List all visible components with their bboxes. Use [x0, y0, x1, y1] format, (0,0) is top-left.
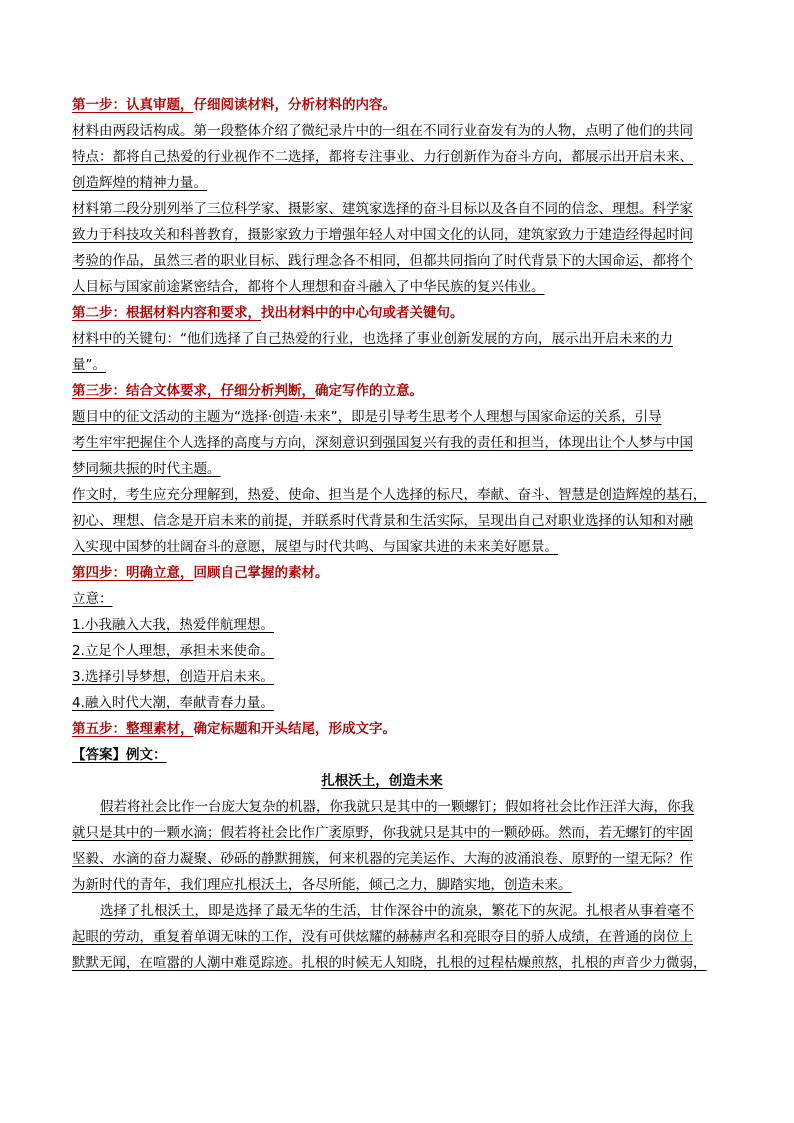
- step-4-heading: [72, 560, 732, 586]
- text-line: 材料中的关键句：“他们选择了自己热爱的行业，也选择了事业创新发展的方向，展示出开启未来的力: [72, 331, 673, 347]
- text-line: 起眼的劳动，重复着单调无味的工作，没有可供炫耀的赫赫声名和亮眼夺目的骄人成绩，在普通的岗位上: [72, 929, 693, 945]
- material-analysis-paragraph-1: [72, 118, 732, 196]
- step-4-tail: 回顾自己掌握的素材。: [193, 565, 329, 581]
- essay-paragraph-1: [72, 794, 732, 898]
- material-analysis-paragraph-2: [72, 196, 732, 300]
- text-line: 梦同频共振的时代主题。: [72, 461, 221, 477]
- list-item: 3.选择引导梦想，创造开启未来。: [72, 669, 274, 685]
- text-line: 就只是其中的一颗水滴；假若将社会比作广袤原野，你我就只是其中的一颗砂砾。然而，若无螺钉的牢固: [72, 825, 693, 841]
- answer-heading: [72, 742, 732, 768]
- step-4-label: 第四步：明确立意，: [72, 565, 194, 581]
- list-item: 4.融入时代大潮，奉献青春力量。: [72, 695, 274, 711]
- text-line: 材料由两段话构成。第一段整体介绍了微纪录片中的一组在不同行业奋发有为的人物，点明了他们的共同: [72, 123, 693, 139]
- step-1-tail: 仔细阅读材料，分析材料的内容。: [193, 97, 396, 113]
- step-5-tail: 确定标题和开头结尾，形成文字。: [193, 721, 396, 737]
- step-5-label: 第五步：整理素材，: [72, 721, 194, 737]
- text-line: 材料第二段分别列举了三位科学家、摄影家、建筑家选择的奋斗目标以及各自不同的信念、理想。科学家: [72, 201, 693, 217]
- text-line: 致力于科技攻关和科普教育，摄影家致力于增强年轻人对中国文化的认同，建筑家致力于建造经得起时间: [72, 227, 693, 243]
- step-1-label: 第一步：认真审题，: [72, 97, 194, 113]
- text-line: 人目标与国家前途紧密结合，都将个人理想和奋斗融入了中华民族的复兴伟业。: [72, 279, 545, 295]
- writing-guidance-paragraph: [72, 482, 732, 560]
- ideas-list: [72, 612, 732, 716]
- text-line: 选择了扎根沃土，即是选择了最无华的生活，甘作深谷中的流泉，繁花下的灰泥。扎根者从事着毫不: [100, 903, 694, 919]
- step-3-tail: 确定写作的立意。: [315, 383, 423, 399]
- step-2-tail: 找出材料中的中心句或者关键句。: [261, 305, 464, 321]
- list-item: 1.小我融入大我，热爱伴航理想。: [72, 617, 274, 633]
- text-line: 为新时代的青年，我们理应扎根沃土，各尽所能，倾己之力，脚踏实地，创造未来。: [72, 877, 572, 893]
- step-5-heading: [72, 716, 732, 742]
- text-line: 默默无闻，在喧嚣的人潮中难觅踪迹。扎根的时候无人知晓，扎根的过程枯燥煎熬，扎根的声音少力微弱，: [72, 955, 707, 971]
- text-line: 作文时，考生应充分理解到，热爱、使命、担当是个人选择的标尺，奉献、奋斗、智慧是创造辉煌的基石，: [72, 487, 707, 503]
- answer-bracket: 【答案】: [72, 747, 126, 763]
- text-line: 量”。: [72, 357, 106, 373]
- key-sentence-paragraph: [72, 326, 732, 378]
- list-item: 2.立足个人理想，承担未来使命。: [72, 643, 274, 659]
- ideas-label: 立意：: [72, 591, 113, 607]
- theme-paragraph: [72, 404, 732, 482]
- step-3-heading: [72, 378, 732, 404]
- text-line: 入实现中国梦的壮阔奋斗的意愿，展望与时代共鸣、与国家共进的未来美好愿景。: [72, 539, 558, 555]
- step-3-label: 第三步：结合文体要求，仔细分析判断，: [72, 383, 315, 399]
- text-line: 创造辉煌的精神力量。: [72, 175, 207, 191]
- text-line: 考生牢牢把握住个人选择的高度与方向，深刻意识到强国复兴有我的责任和担当，体现出让个人梦与中国: [72, 435, 693, 451]
- text-line: 坚毅、水滴的奋力凝聚、砂砾的静默拥簇，何来机器的完美运作、大海的波涌浪卷、原野的一望无际？作: [72, 851, 693, 867]
- step-1-heading: [72, 92, 732, 118]
- text-line: 考验的作品，虽然三者的职业目标、践行理念各不相同，但都共同指向了时代背景下的大国命运，都将个: [72, 253, 693, 269]
- step-2-heading: [72, 300, 732, 326]
- essay-paragraph-2: [72, 898, 732, 976]
- answer-label: 例文：: [126, 747, 167, 763]
- text-line: 假若将社会比作一台庞大复杂的机器，你我就只是其中的一颗螺钉；假如将社会比作汪洋大海，你我: [100, 799, 694, 815]
- text-line: 特点：都将自己热爱的行业视作不二选择，都将专注事业、力行创新作为奋斗方向，都展示出开启未来、: [72, 149, 693, 165]
- essay-title: 扎根沃土，创造未来: [321, 773, 443, 789]
- step-2-label: 第二步：根据材料内容和要求，: [72, 305, 261, 321]
- text-line: 初心、理想、信念是开启未来的前提，并联系时代背景和生活实际，呈现出自己对职业选择的认知和对融: [72, 513, 693, 529]
- text-line: 题目中的征文活动的主题为“选择·创造·未来”，即是引导考生思考个人理想与国家命运的关系，引导: [72, 409, 662, 425]
